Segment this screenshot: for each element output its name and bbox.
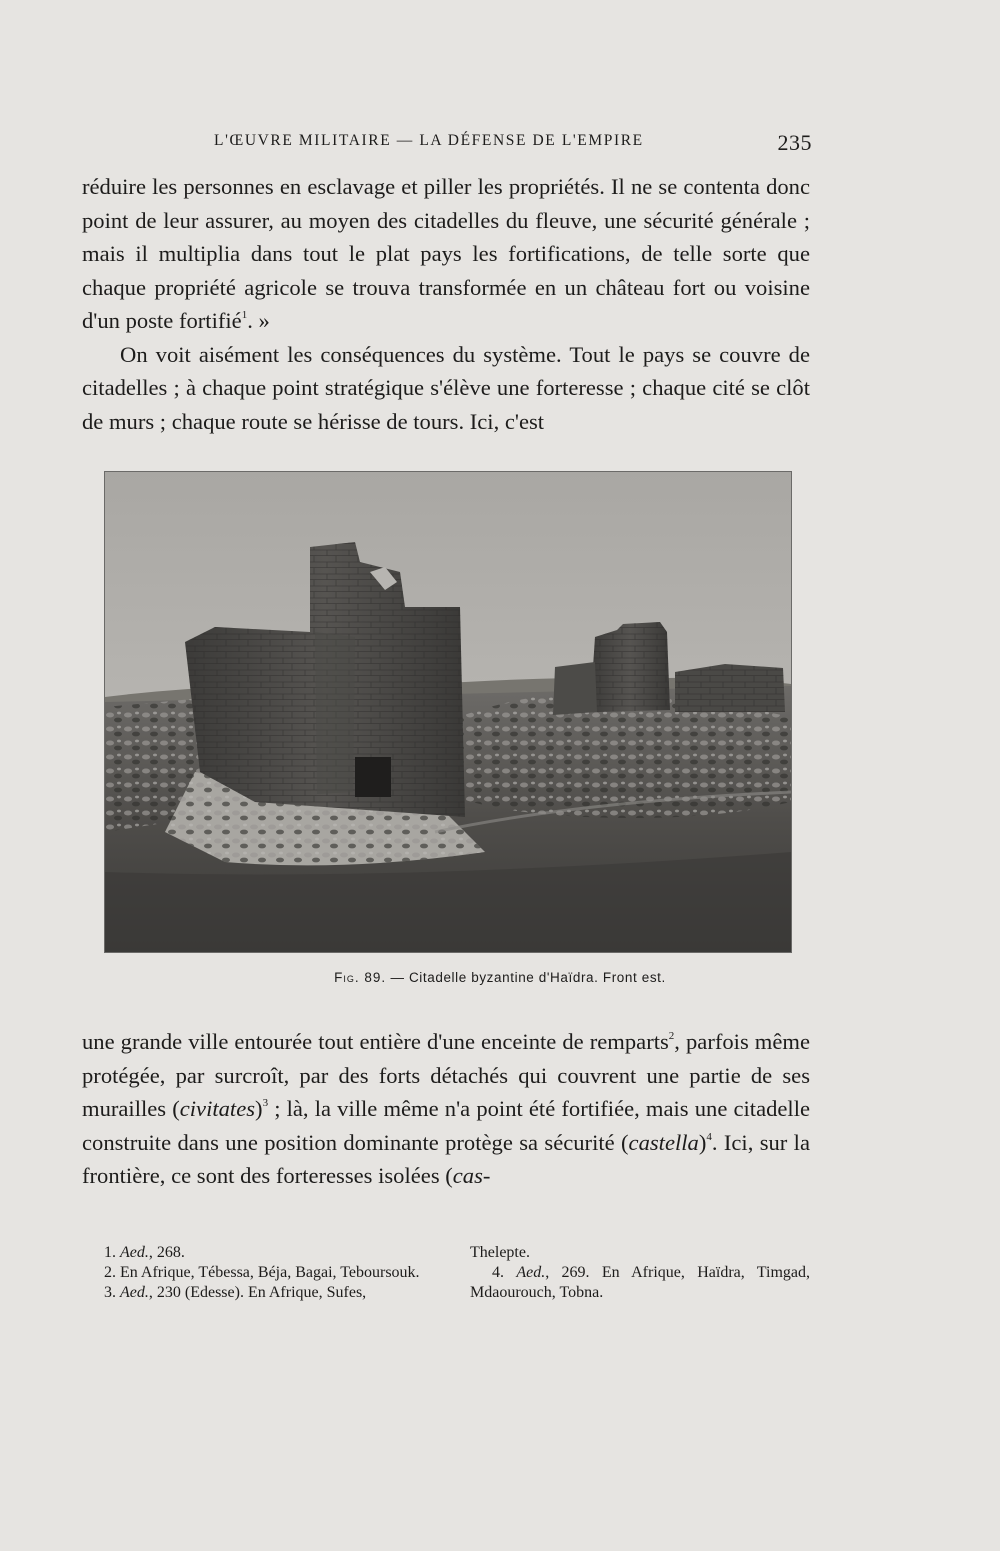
paragraph-text: réduire les personnes en esclavage et piller les propriétés. Il ne se contenta donc point de leur assurer, au moyen des citadelles du fleuve, une sécurité générale ; mais il multiplia dans tout le plat pays les fortifications, de telle sorte que chaque propriété agricole se trouva transformée en un château fort ou voisine d'un poste fortifié [82, 174, 810, 333]
latin-term: castella [628, 1129, 699, 1155]
running-head [82, 130, 812, 156]
paragraph [82, 170, 810, 338]
paragraph [82, 1025, 810, 1193]
running-title: L'ŒUVRE MILITAIRE — LA DÉFENSE DE L'EMPIRE [214, 132, 644, 149]
paragraph-text: une grande ville entourée tout entière d'une enceinte de remparts [82, 1029, 669, 1054]
footnote-ref[interactable]: 2 [668, 1030, 675, 1042]
paragraph-text: . » [247, 308, 270, 333]
paragraph: On voit aisément les conséquences du système. Tout le pays se couvre de citadelles ; à chaque point stratégique s'élève une forteresse ; chaque cité se clôt de murs ; chaque route se hérisse de tours. Ici, c'est [82, 341, 810, 434]
text-block-bottom [82, 1025, 810, 1193]
footnote-text: , 268. [148, 1244, 185, 1261]
footnotes-right-column [470, 1243, 810, 1303]
latin-term: cas- [452, 1163, 491, 1188]
text-block-top [82, 170, 810, 438]
paragraph-text: ) [698, 1129, 707, 1155]
figure-caption [0, 970, 1000, 985]
caption-dash: — [390, 970, 405, 985]
latin-term: civitates [179, 1096, 256, 1121]
footnote-ref[interactable]: 1 [241, 309, 248, 321]
footnote [82, 1243, 437, 1263]
footnote [470, 1263, 810, 1303]
footnote: 2. En Afrique, Tébessa, Béja, Bagai, Teboursouk. [104, 1264, 420, 1281]
caption-text: Citadelle byzantine d'Haïdra. Front est. [408, 970, 666, 985]
footnote-number: 1. [104, 1244, 116, 1261]
footnote-ref[interactable]: 4 [706, 1130, 712, 1143]
figure-label: Fig. 89. [334, 970, 387, 985]
figure-photograph [104, 471, 792, 953]
paragraph-text: . Ici, sur la frontière, ce sont des forteresses isolées ( [82, 1129, 810, 1188]
paragraph-text: ) [255, 1096, 263, 1121]
footnote-text: , 230 (Edesse). En Afrique, Sufes, [148, 1284, 367, 1301]
footnote-reference: Aed. [120, 1244, 149, 1261]
page-number: 235 [777, 130, 812, 155]
footnote-continuation: Thelepte. [470, 1244, 530, 1261]
footnote-ref[interactable]: 3 [262, 1097, 269, 1109]
footnote [82, 1283, 437, 1303]
footnote-number: 4. [492, 1264, 504, 1281]
citadel-ruins-photo [105, 472, 791, 952]
footnote-number: 3. [104, 1284, 116, 1301]
footnote-reference: Aed. [120, 1284, 149, 1301]
footnote-reference: Aed. [516, 1264, 546, 1281]
paragraph-text: , parfois même protégée, par surcroît, par des forts détachés qui couvrent une partie de ses murailles ( [82, 1029, 811, 1121]
paragraph-text: ; là, la ville même n'a point été fortifiée, mais une citadelle construite dans une position dominante protège sa sécurité ( [82, 1096, 811, 1155]
footnote-text: , 269. En Afrique, Haïdra, Timgad, Mdaourouch, Tobna. [470, 1264, 811, 1301]
footnotes-left-column [82, 1243, 437, 1303]
